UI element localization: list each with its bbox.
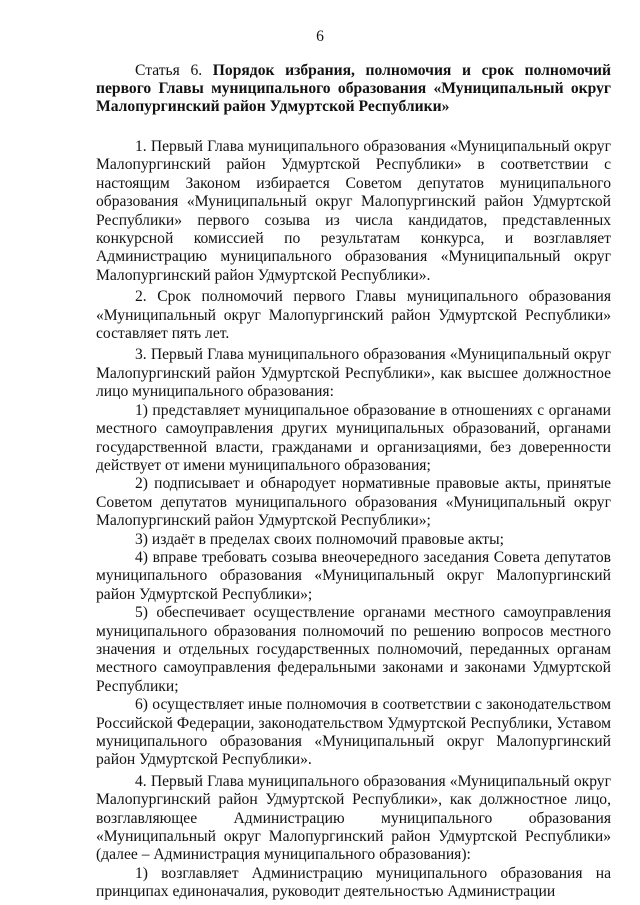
article-heading: [96, 62, 611, 116]
list-item-3-2: 2) подписывает и обнародует нормативные правовые акты, принятые Советом депутатов муниципального образования «Муниципальный округ Малопургинский район Удмуртской Республики»;: [96, 475, 611, 530]
list-item-3-4: 4) вправе требовать созыва внеочередного заседания Совета депутатов муниципального образования «Муниципальный округ Малопургинский район Удмуртской Республики»;: [96, 548, 611, 603]
article-title: Порядок избрания, полномочия и срок полномочий первого Главы муниципального образования «Муниципальный округ Малопургинский район Удмуртской Республики»: [96, 62, 611, 115]
paragraph-4: 4. Первый Глава муниципального образования «Муниципальный округ Малопургинский район Удмуртской Республики», как должностное лицо, возглавляющее Администрацию муниципального образования «Муниципальный округ Малопургинский район Удмуртской Республики» (далее – Администрация муниципального образования):: [96, 772, 611, 864]
article-number: Статья 6.: [135, 62, 203, 79]
list-item-3-1: 1) представляет муниципальное образование в отношениях с органами местного самоуправления других муниципальных образований, органами государственной власти, гражданами и организациями, без доверенности действует от имени муниципального образования;: [96, 401, 611, 474]
paragraph-3: 3. Первый Глава муниципального образования «Муниципальный округ Малопургинский район Удмуртской Республики», как высшее должностное лицо муниципального образования:: [96, 346, 611, 401]
list-item-3-5: 5) обеспечивает осуществление органами местного самоуправления муниципального образования полномочий по решению вопросов местного значения и отдельных государственных полномочий, переданных органам местного самоуправления федеральными законами и законами Удмуртской Республики;: [96, 604, 611, 695]
list-item-4-1: 1) возглавляет Администрацию муниципального образования на принципах единоначалия, руководит деятельностью Администрации: [96, 864, 611, 901]
paragraph-1: 1. Первый Глава муниципального образования «Муниципальный округ Малопургинский район Удмуртской Республики» в соответствии с настоящим Законом избирается Советом депутатов муниципального образования «Муниципальный округ Малопургинский район Удмуртской Республики» первого созыва из числа кандидатов, представленных конкурсной комиссией по результатам конкурса, и возглавляет Администрацию муниципального образования «Муниципальный округ Малопургинский район Удмуртской Республики».: [96, 138, 611, 284]
list-item-3-3: 3) издаёт в пределах своих полномочий правовые акты;: [135, 530, 504, 548]
list-item-3-6: 6) осуществляет иные полномочия в соответствии с законодательством Российской Федерации, законодательством Удмуртской Республики, Уставом муниципального образования «Муниципальный округ Малопургинский район Удмуртской Республики».: [96, 696, 611, 769]
paragraph-2: 2. Срок полномочий первого Главы муниципального образования «Муниципальный округ Малопургинский район Удмуртской Республики» составляет пять лет.: [96, 288, 611, 343]
page-number: 6: [316, 28, 324, 45]
document-body: [96, 62, 611, 902]
